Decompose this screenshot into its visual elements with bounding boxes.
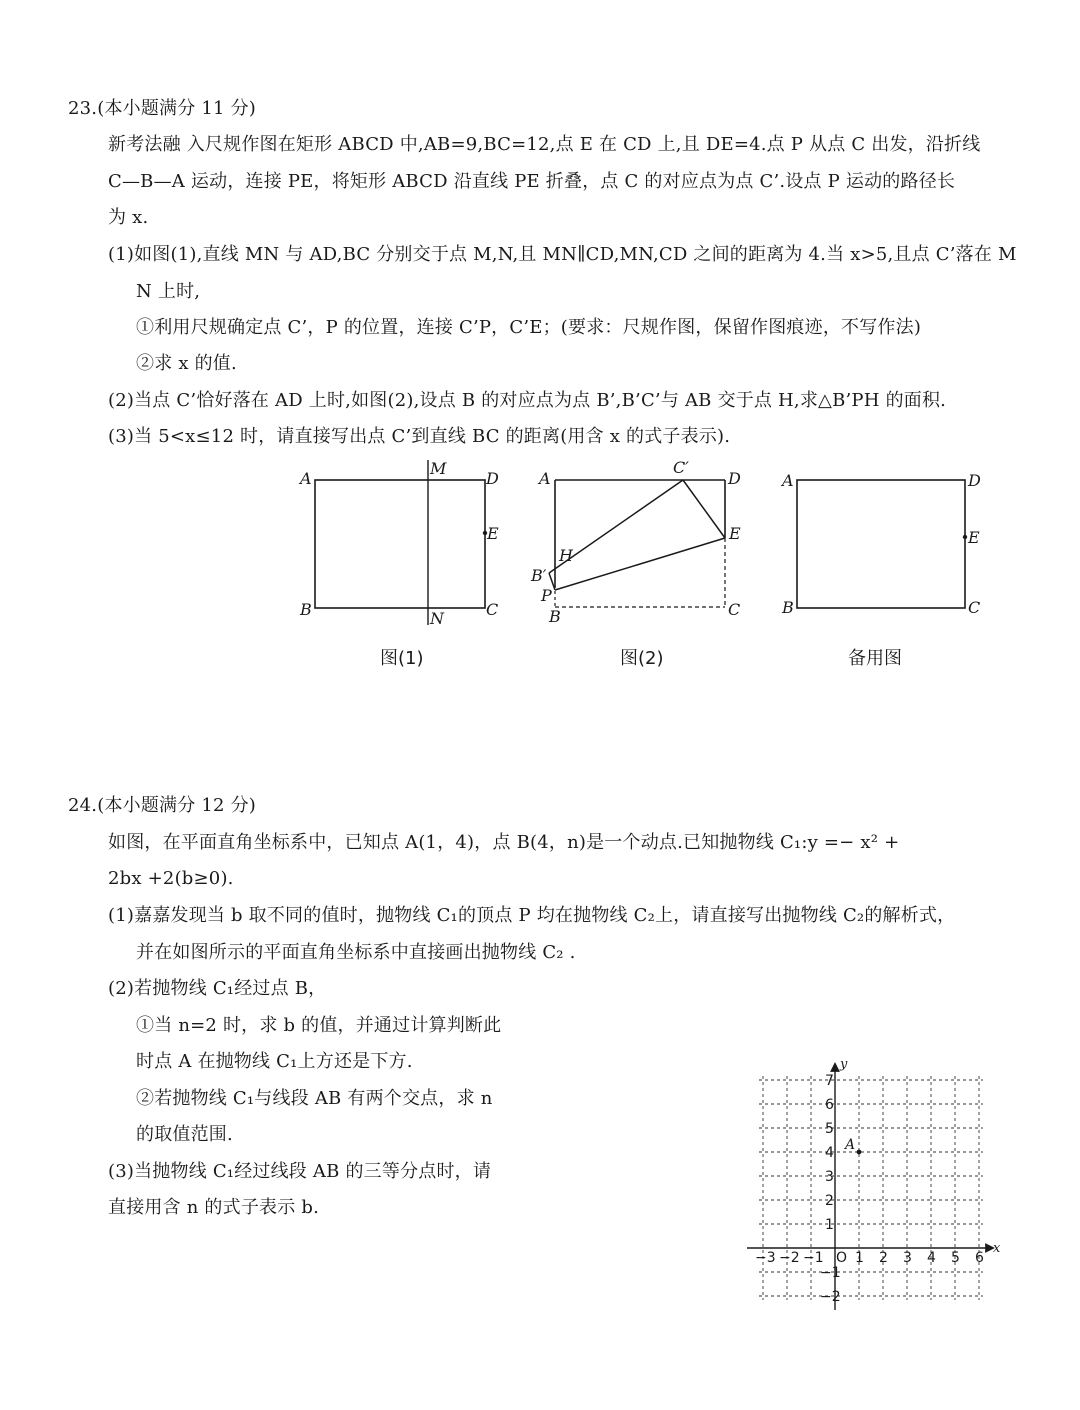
q24-title: 24.(本小题满分 12 分) xyxy=(68,795,257,816)
label-b: B xyxy=(549,607,561,626)
q24-part1-line: 并在如图所示的平面直角坐标系中直接画出抛物线 C₂ . xyxy=(136,942,576,963)
x-tick-label: −1 xyxy=(803,1250,824,1266)
label-n: N xyxy=(430,609,444,628)
y-tick-label: 5 xyxy=(825,1121,834,1137)
q24-part2-sub2: 的取值范围. xyxy=(136,1124,233,1145)
label-c-prime: C′ xyxy=(673,458,689,477)
label-b: B xyxy=(782,598,794,617)
label-m: M xyxy=(430,459,447,478)
label-p: P xyxy=(541,586,552,605)
q24-part2-sub2: ②若抛物线 C₁与线段 AB 有两个交点，求 n xyxy=(136,1088,493,1109)
label-c: C xyxy=(968,598,981,617)
y-tick-label: 7 xyxy=(825,1073,834,1089)
q24-part2-sub1: 时点 A 在抛物线 C₁上方还是下方. xyxy=(136,1051,413,1072)
label-d: D xyxy=(486,469,499,488)
label-a: A xyxy=(539,469,551,488)
label-e: E xyxy=(729,524,741,543)
label-a: A xyxy=(300,469,312,488)
x-tick-label: 2 xyxy=(879,1250,888,1266)
y-tick-label: −2 xyxy=(820,1289,841,1305)
figure-1 xyxy=(290,455,510,680)
coordinate-grid xyxy=(745,1030,1015,1320)
label-d: D xyxy=(728,469,741,488)
q24-stem-line: 2bx +2(b≥0). xyxy=(108,868,234,889)
q24-part2-sub1: ①当 n=2 时，求 b 的值，并通过计算判断此 xyxy=(136,1015,502,1036)
x-tick-label: 5 xyxy=(951,1250,960,1266)
point-a-label: A xyxy=(845,1137,856,1153)
q23-stem-line: C—B—A 运动，连接 PE，将矩形 ABCD 沿直线 PE 折叠，点 C 的对应点为点 C’.设点 P 运动的路径长 xyxy=(108,171,956,192)
label-e: E xyxy=(487,524,499,543)
q24-part3-line: 直接用含 n 的式子表示 b. xyxy=(108,1197,320,1218)
segment-c1e xyxy=(683,480,725,538)
rect-abcd xyxy=(797,480,965,608)
x-tick-label: 3 xyxy=(903,1250,912,1266)
q23-title: 23.(本小题满分 11 分) xyxy=(68,98,257,119)
x-tick-label: 6 xyxy=(975,1250,984,1266)
x-tick-label: 4 xyxy=(927,1250,936,1266)
grid-lines xyxy=(759,1076,983,1300)
label-c: C xyxy=(486,600,499,619)
label-a: A xyxy=(782,471,794,490)
label-d: D xyxy=(968,471,981,490)
q24-part2-line: (2)若抛物线 C₁经过点 B， xyxy=(108,978,327,999)
point-e xyxy=(963,535,967,539)
y-tick-label: 4 xyxy=(825,1145,834,1161)
x-tick-label: −2 xyxy=(779,1250,800,1266)
q23-part1-sub2: ②求 x 的值. xyxy=(136,353,237,374)
q24-part1-line: (1)嘉嘉发现当 b 取不同的值时，抛物线 C₁的顶点 P 均在抛物线 C₂上，请直接写出抛物线 C₂的解析式， xyxy=(108,905,956,926)
y-axis-label: y xyxy=(840,1057,848,1072)
y-tick-label: −1 xyxy=(820,1265,841,1281)
point-a xyxy=(857,1150,862,1155)
backup-figure xyxy=(775,455,995,680)
rect-abcd xyxy=(315,480,485,608)
label-b: B xyxy=(300,600,312,619)
x-tick-label: −3 xyxy=(755,1250,776,1266)
q23-stem-line: 为 x. xyxy=(108,207,149,228)
q23-part2: (2)当点 C’恰好落在 AD 上时,如图(2),设点 B 的对应点为点 B’,B’C’与 AB 交于点 H,求△B’PH 的面积. xyxy=(108,390,947,411)
label-h: H xyxy=(559,546,573,565)
y-tick-label: 3 xyxy=(825,1169,834,1185)
q23-part1-line: N 上时, xyxy=(136,281,201,302)
label-b-prime: B′ xyxy=(531,566,547,585)
x-tick-label: 1 xyxy=(855,1250,864,1266)
y-tick-label: 2 xyxy=(825,1193,834,1209)
q23-part3: (3)当 5<x≤12 时，请直接写出点 C’到直线 BC 的距离(用含 x 的式子表示). xyxy=(108,426,731,447)
tick-labels xyxy=(755,1073,984,1305)
figure-2 xyxy=(525,455,765,680)
label-e: E xyxy=(968,528,980,547)
q23-part1-line: (1)如图(1),直线 MN 与 AD,BC 分别交于点 M,N,且 MN∥CD,MN,CD 之间的距离为 4.当 x>5,且点 C’落在 M xyxy=(108,244,1017,265)
q23-stem-line: 新考法融 入尺规作图在矩形 ABCD 中,AB=9,BC=12,点 E 在 CD 上,且 DE=4.点 P 从点 C 出发，沿折线 xyxy=(108,134,981,155)
x-axis-label: x xyxy=(993,1241,1001,1256)
y-tick-label: 6 xyxy=(825,1097,834,1113)
y-tick-label: 1 xyxy=(825,1217,834,1233)
figure-1-caption: 图(1) xyxy=(380,648,424,669)
origin-label: O xyxy=(836,1250,848,1266)
segment-pe xyxy=(555,538,725,590)
q24-part3-line: (3)当抛物线 C₁经过线段 AB 的三等分点时，请 xyxy=(108,1161,492,1182)
backup-figure-caption: 备用图 xyxy=(848,648,902,669)
figure-2-caption: 图(2) xyxy=(620,648,664,669)
q23-part1-sub1: ①利用尺规确定点 C’，P 的位置，连接 C’P，C’E；(要求：尺规作图，保留作图痕迹，不写作法) xyxy=(136,317,922,338)
label-c: C xyxy=(728,600,741,619)
q24-stem-line: 如图，在平面直角坐标系中，已知点 A(1，4)，点 B(4，n)是一个动点.已知抛物线 C₁:y =− x² + xyxy=(108,832,900,853)
